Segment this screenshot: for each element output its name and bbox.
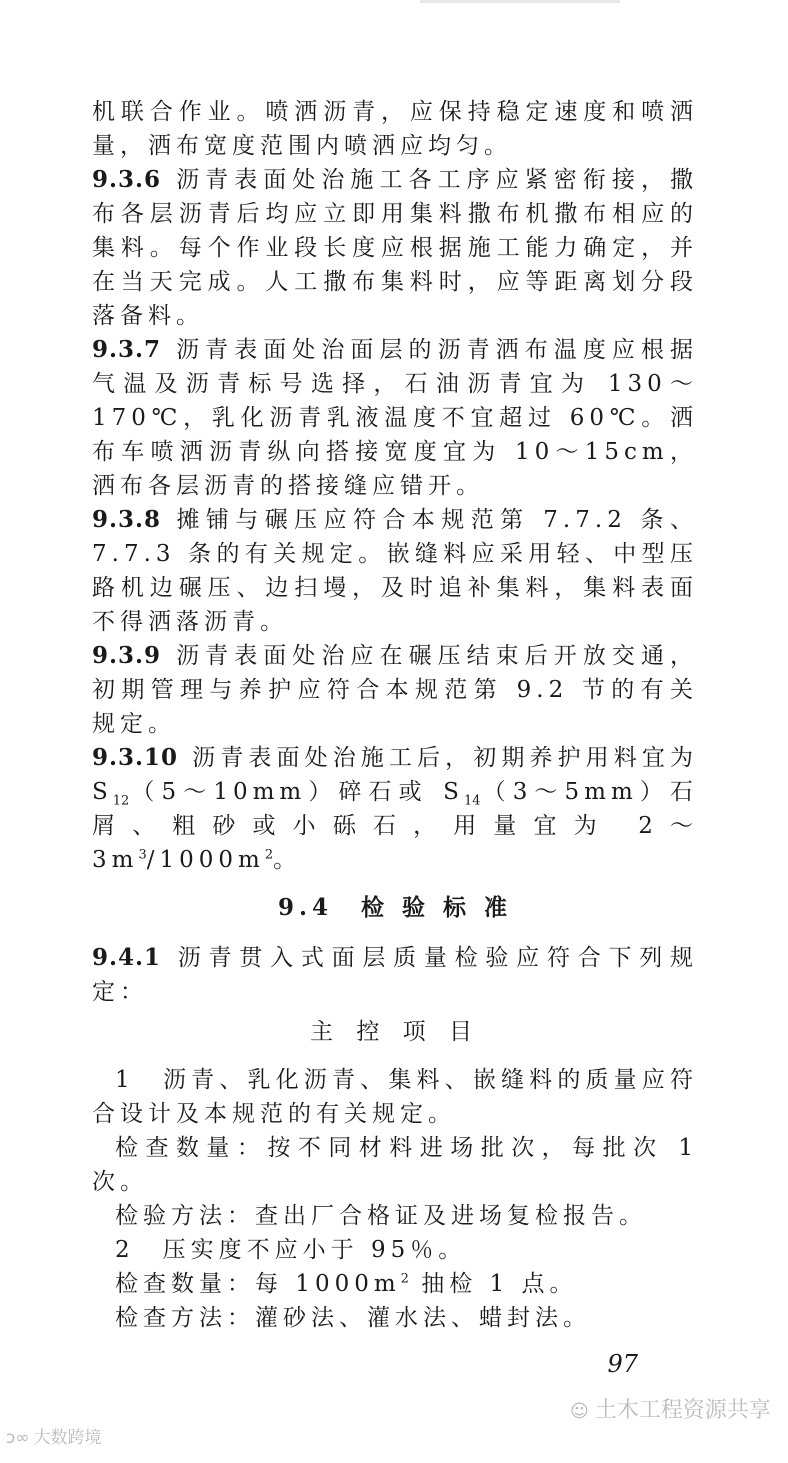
text: 检查数量：每 1000m bbox=[115, 1271, 401, 1297]
clause-number: 9.3.7 bbox=[92, 336, 162, 363]
clause-text: 沥青表面处治施工后，初期养护用料宜为 S bbox=[92, 745, 698, 805]
page-number: 97 bbox=[607, 1350, 638, 1378]
item-2: 2 压实度不应小于 95％。 bbox=[115, 1237, 467, 1263]
paragraph-continuation bbox=[92, 95, 698, 163]
clause-9-3-7 bbox=[92, 333, 698, 503]
clause-9-4-1 bbox=[92, 941, 698, 1009]
clause-text: 沥青表面处治施工各工序应紧密衔接，撒布各层沥青后均应立即用集料撒布机撒布相应的集料。每个作业段长度应根据施工能力确定，并在当天完成。人工撒布集料时，应等距离划分段落备料。 bbox=[92, 167, 698, 329]
item-2-quantity bbox=[92, 1267, 698, 1301]
clause-9-3-8 bbox=[92, 503, 698, 639]
subscript: 14 bbox=[463, 793, 481, 809]
item-1: 1 沥青、乳化沥青、集料、嵌缝料的质量应符合设计及本规范的有关规定。 bbox=[92, 1067, 698, 1127]
clause-text: 沥青贯入式面层质量检验应符合下列规定： bbox=[92, 945, 698, 1005]
clause-text: 沥青表面处治应在碾压结束后开放交通，初期管理与养护应符合本规范第 9.2 节的有关规定。 bbox=[92, 643, 698, 737]
clause-text: 。 bbox=[273, 847, 302, 873]
body-text-top bbox=[92, 95, 698, 877]
clause-9-3-9 bbox=[92, 639, 698, 741]
section-title: 9.4 检 验 标 准 bbox=[277, 894, 513, 921]
clause-text: /1000m bbox=[146, 847, 265, 873]
clause-9-3-10 bbox=[92, 741, 698, 877]
item-1-quantity: 检查数量：按不同材料进场批次，每批次 1 次。 bbox=[92, 1135, 698, 1195]
watermark-left bbox=[6, 1423, 102, 1448]
clause-text: （5～10mm）碎石或 S bbox=[129, 779, 464, 805]
clause-number: 9.3.10 bbox=[92, 744, 179, 771]
items-block bbox=[92, 1063, 698, 1335]
watermark-text: 土木工程资源共享 bbox=[594, 1398, 771, 1423]
watermark-text: 大数跨境 bbox=[33, 1428, 102, 1448]
clause-9-3-6 bbox=[92, 163, 698, 333]
superscript: 2 bbox=[264, 847, 274, 863]
clause-text: 摊铺与碾压应符合本规范第 7.7.2 条、7.7.3 条的有关规定。嵌缝料应采用轻、中型压路机边碾压、边扫墁，及时追补集料，集料表面不得洒落沥青。 bbox=[92, 507, 698, 635]
subscript: 12 bbox=[112, 793, 130, 809]
clause-text: （3～5mm）石屑、粗砂或小砾石，用量宜为 2～3m bbox=[92, 779, 698, 873]
clause-number: 9.3.8 bbox=[92, 506, 162, 533]
text: 抽检 1 点。 bbox=[408, 1271, 578, 1297]
wechat-icon: ☺ bbox=[570, 1401, 589, 1422]
clause-number: 9.3.6 bbox=[92, 166, 162, 193]
clause-number: 9.3.9 bbox=[92, 642, 162, 669]
watermark-row bbox=[6, 1393, 771, 1453]
superscript: 2 bbox=[400, 1271, 409, 1287]
paragraph-text: 机联合作业。喷洒沥青，应保持稳定速度和喷洒量，洒布宽度范围内喷洒应均匀。 bbox=[92, 99, 698, 159]
superscript: 3 bbox=[138, 847, 147, 863]
clause-number: 9.4.1 bbox=[92, 944, 162, 971]
item-2-method: 检查方法：灌砂法、灌水法、蜡封法。 bbox=[115, 1305, 591, 1331]
item-1-method: 检验方法：查出厂合格证及进场复检报告。 bbox=[115, 1203, 647, 1229]
logo-icon: ↄ∞ bbox=[6, 1428, 30, 1448]
watermark-right bbox=[570, 1393, 771, 1424]
subheading: 主 控 项 目 bbox=[310, 1019, 480, 1045]
clause-text: 沥青表面处治面层的沥青洒布温度应根据气温及沥青标号选择，石油沥青宜为 130～170℃，乳化沥青乳液温度不宜超过 60℃。洒布车喷洒沥青纵向搭接宽度宜为 10～15cm，洒布各层沥青的搭接缝应错开。 bbox=[92, 337, 698, 499]
